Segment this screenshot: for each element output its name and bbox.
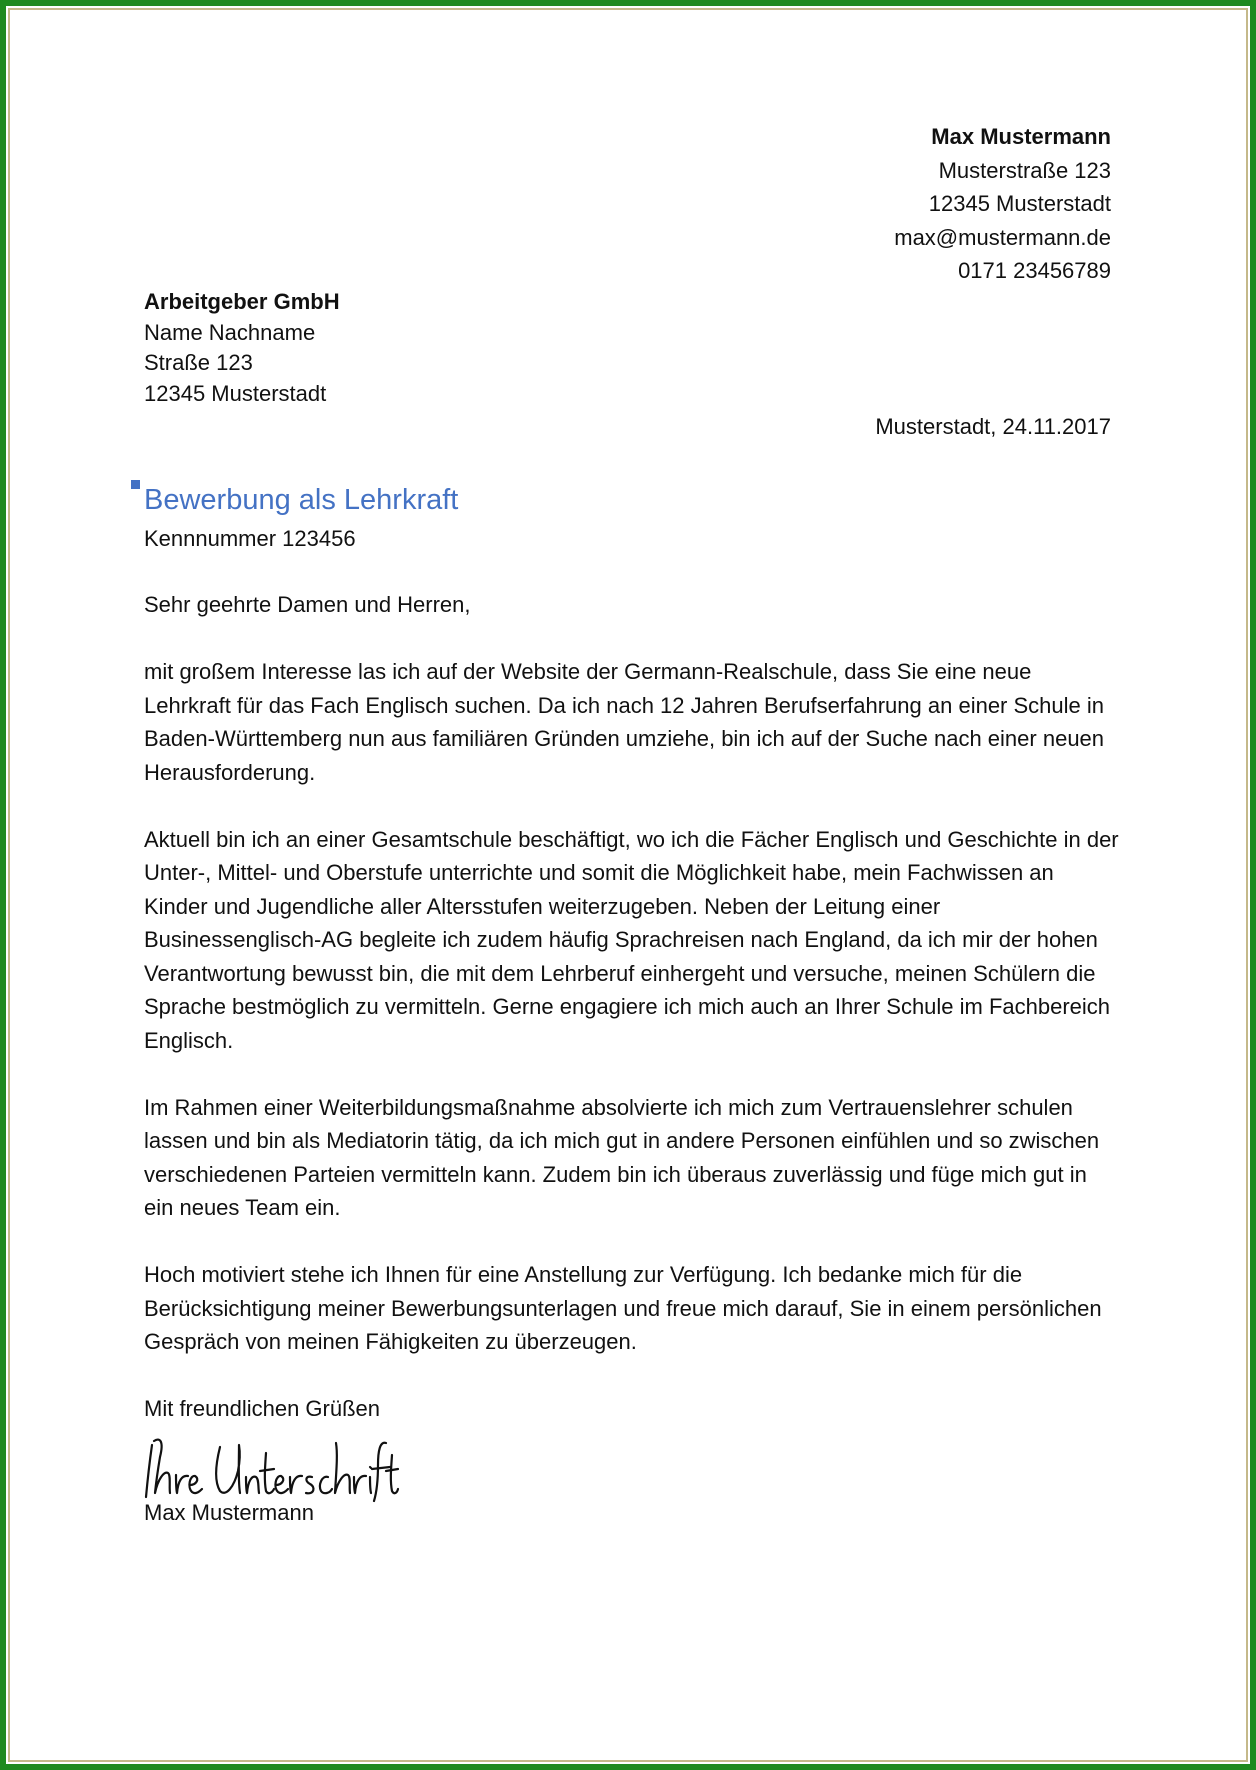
recipient-street: Straße 123 <box>144 350 253 375</box>
recipient-block <box>144 287 340 409</box>
heading-marker-icon <box>131 480 140 489</box>
subject-heading: Bewerbung als Lehrkraft <box>144 484 459 516</box>
recipient-contact: Name Nachname <box>144 319 316 345</box>
sender-city: 12345 Musterstadt <box>928 191 1111 216</box>
body-paragraph: mit großem Interesse las ich auf der Website der Germann-Realschule, dass Sie eine neue Lehrkraft für das Fach Englisch suchen. Da ich nach 12 Jahren Berufserfahrung an einer Schule in Baden-Württemberg nun aus familiären Gründen umziehe, bin ich auf der Suche nach einer neuen Herausforderung. <box>144 659 1105 785</box>
sender-email: max@mustermann.de <box>894 224 1111 250</box>
signature-name: Max Mustermann <box>144 1500 314 1525</box>
sender-street: Musterstraße 123 <box>938 157 1111 183</box>
date-line: Musterstadt, 24.11.2017 <box>875 414 1111 439</box>
closing: Mit freundlichen Grüßen <box>144 1396 380 1421</box>
recipient-company: Arbeitgeber GmbH <box>144 289 340 314</box>
body-paragraph: Aktuell bin ich an einer Gesamtschule beschäftigt, wo ich die Fächer Englisch und Geschichte in der Unter-, Mittel- und Oberstufe unterrichte und somit die Möglichkeit habe, mein Fachwissen an Kinder und Jugendliche aller Altersstufen weiterzugeben. Neben der Leitung einer Businessenglisch-AG begleite ich zudem häufig Sprachreisen nach England, da ich mir der hohen Verantwortung bewusst bin, die mit dem Lehrberuf einhergeht und versuche, meinen Schülern die Sprache bestmöglich zu vermitteln. Gerne engagiere ich mich auch an Ihrer Schule im Fachbereich Englisch. <box>144 826 1119 1053</box>
letter-body <box>144 588 1119 1459</box>
body-paragraph: Im Rahmen einer Weiterbildungsmaßnahme absolvierte ich mich zum Vertrauenslehrer schulen lassen und bin als Mediatorin tätig, da ich mich gut in andere Personen einfühlen und so zwischen verschiedenen Parteien vermitteln kann. Zudem bin ich überaus zuverlässig und füge mich gut in ein neues Team ein. <box>144 1094 1100 1220</box>
handwritten-signature <box>140 1435 400 1503</box>
body-paragraph: Hoch motiviert stehe ich Ihnen für eine Anstellung zur Verfügung. Ich bedanke mich für die Berücksichtigung meiner Bewerbungsunterlagen und freue mich darauf, Sie in einem persönlichen Gespräch von meinen Fähigkeiten zu überzeugen. <box>144 1262 1102 1354</box>
recipient-city: 12345 Musterstadt <box>144 380 327 406</box>
sender-phone: 0171 23456789 <box>958 258 1111 283</box>
reference-number: Kennnummer 123456 <box>144 526 356 551</box>
salutation: Sehr geehrte Damen und Herren, <box>144 592 471 617</box>
sender-name: Max Mustermann <box>931 124 1111 149</box>
sender-block <box>894 120 1111 288</box>
